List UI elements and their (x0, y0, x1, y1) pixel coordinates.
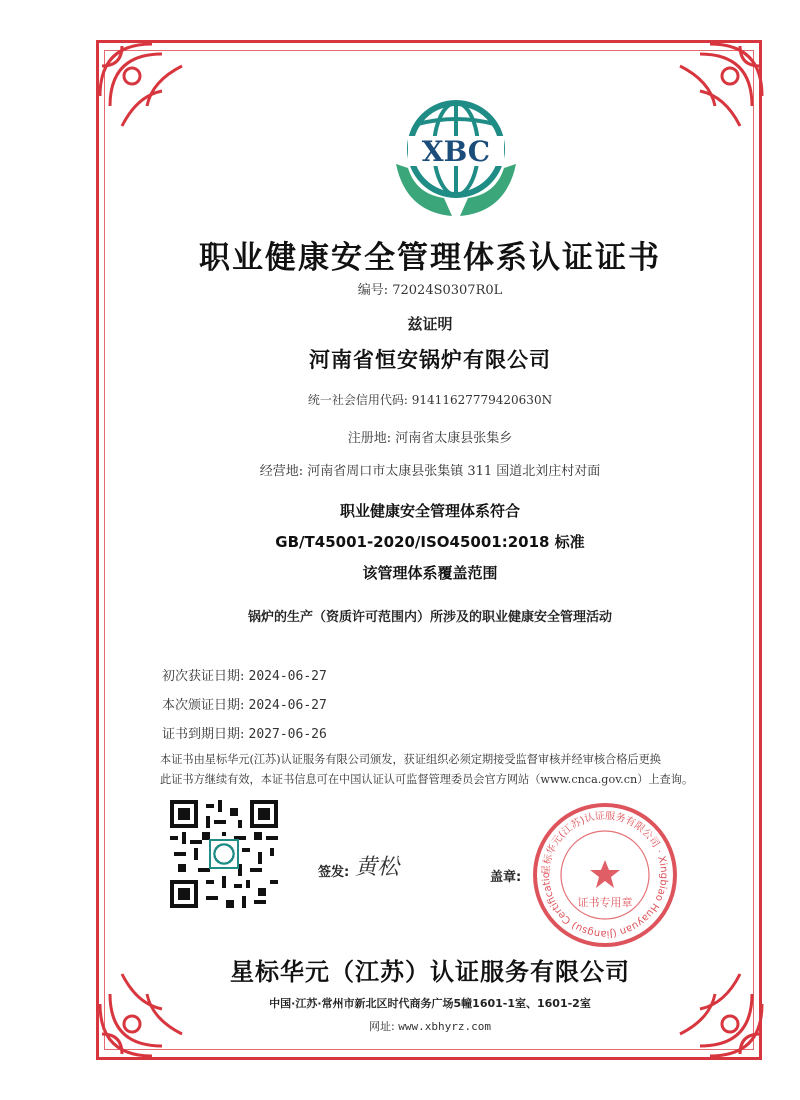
website-link[interactable]: www.xbhyrz.com (398, 1020, 491, 1033)
qr-code[interactable] (170, 800, 278, 908)
seal-center-text: 证书专用章 (577, 896, 633, 909)
company-name: 河南省恒安锅炉有限公司 (309, 348, 551, 372)
conformity-line-3: 该管理体系覆盖范围 (362, 564, 498, 582)
conformity-line-1: 职业健康安全管理体系符合 (339, 502, 520, 520)
seal-label: 盖章: (490, 870, 522, 885)
logo-text: XBC (421, 135, 491, 168)
certification-scope: 锅炉的生产（资质许可范围内）所涉及的职业健康安全管理活动 (247, 610, 612, 625)
registered-address: 注册地: 河南省太康县张集乡 (347, 431, 513, 446)
certificate-title: 职业健康安全管理体系认证证书 (199, 240, 661, 276)
first-issue-date: 初次获证日期: 2024-06-27 (162, 669, 327, 684)
credit-code: 统一社会信用代码: 91411627779420630N (307, 393, 553, 407)
xbc-logo (386, 94, 526, 224)
conformity-standard: GB/T45001-2020/ISO45001:2018 标准 (275, 533, 585, 551)
current-issue-date: 本次颁证日期: 2024-06-27 (162, 698, 327, 713)
signature: 黄松 (355, 855, 400, 880)
notice-line-2: 此证书方继续有效，本证书信息可在中国认证认可监督管理委员会官方网站（www.cnca.gov.cn）上查询。 (160, 773, 694, 786)
issuer-website: 网址: www.xbhyrz.com (369, 1020, 491, 1033)
corner-ornament-icon (92, 36, 202, 146)
notice-line-1: 本证书由星标华元(江苏)认证服务有限公司颁发，获证组织必须定期接受监督审核并经审核合格后更换 (160, 753, 661, 766)
corner-ornament-icon (660, 36, 770, 146)
official-seal (530, 800, 680, 950)
issuer-address: 中国·江苏·常州市新北区时代商务广场5幢1601-1室、1601-2室 (269, 997, 591, 1010)
seal-ring-text: 星标华元(江苏)认证服务有限公司 · Xingbiao Huayuan (Jiangsu) Certification (540, 810, 670, 940)
business-address: 经营地: 河南省周口市太康县张集镇 311 国道北刘庄村对面 (259, 464, 601, 479)
certificate-number: 编号: 72024S0307R0L (357, 283, 503, 298)
expiry-date: 证书到期日期: 2027-06-26 (162, 727, 327, 742)
certify-label: 兹证明 (407, 315, 453, 333)
signature-label: 签发: (318, 865, 350, 880)
issuer-name: 星标华元（江苏）认证服务有限公司 (230, 958, 630, 986)
